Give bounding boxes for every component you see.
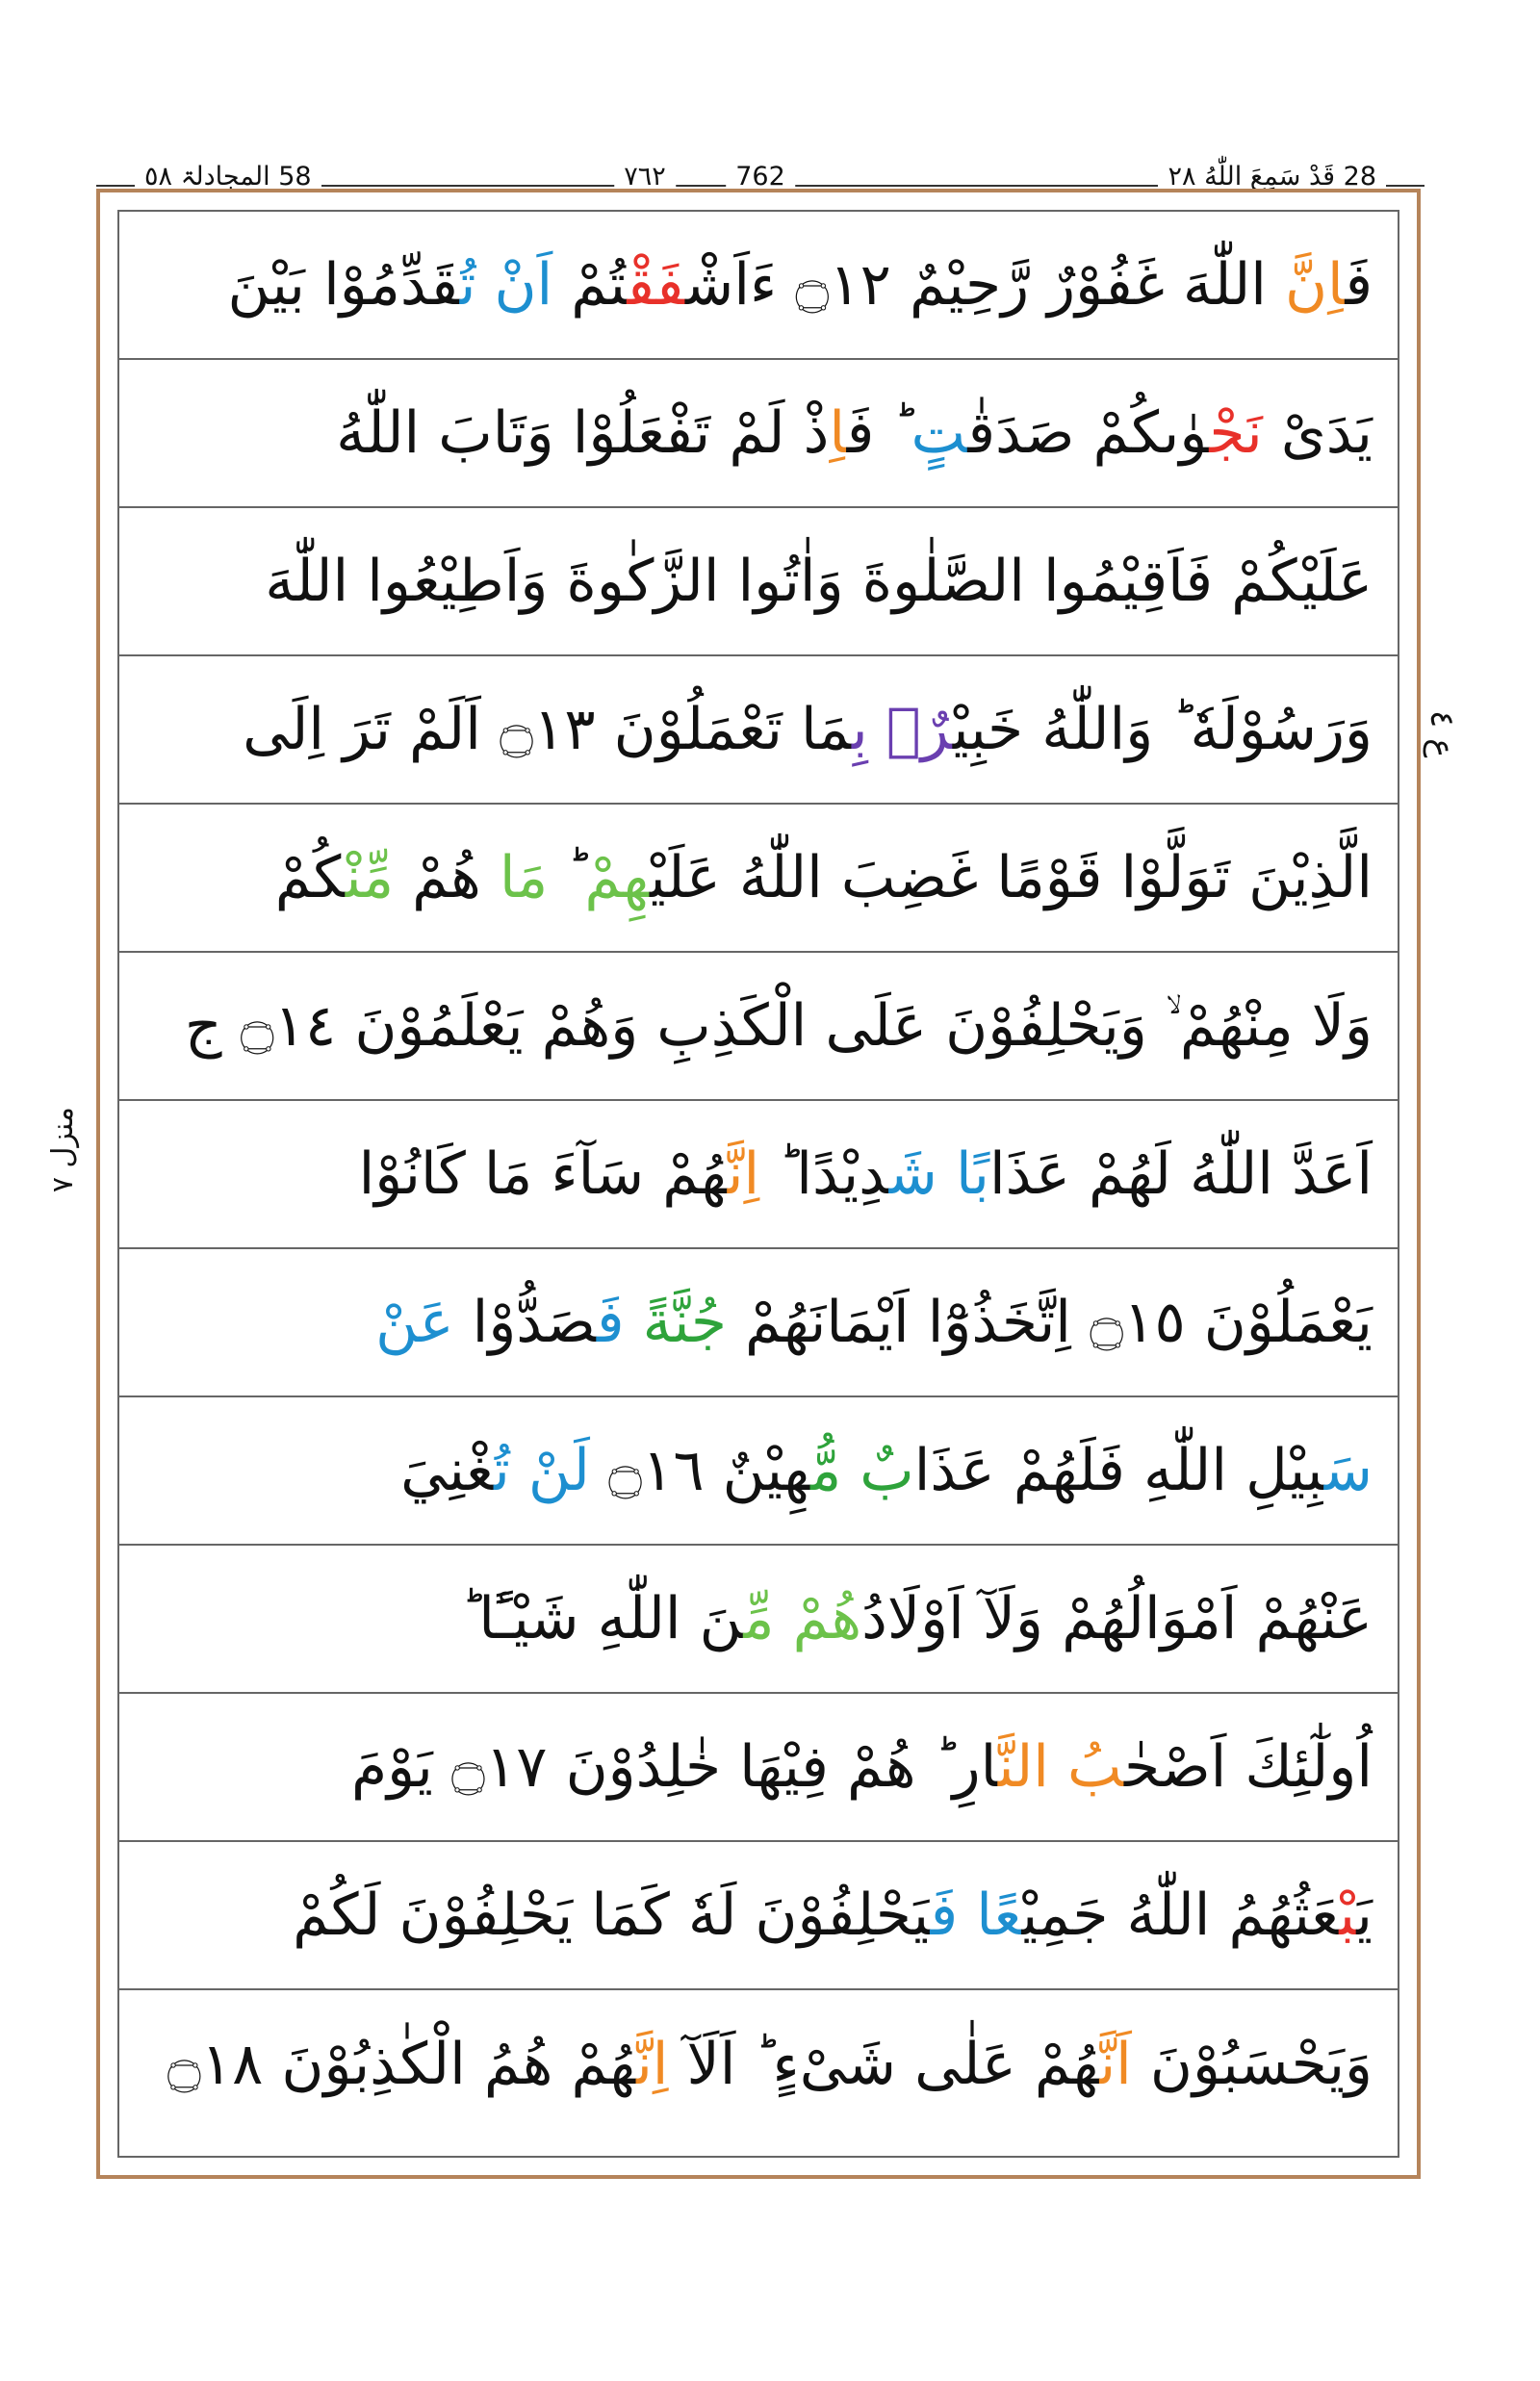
text-segment: كُمْ [274,844,346,911]
text-segment: يَحْلِفُوْنَ لَهٗ كَمَا يَحْلِفُوْنَ لَكُمْ [293,1882,931,1949]
text-segment: وَرَسُوْلَهٗ ؕ وَاللّٰهُ خَبِيْ [952,696,1373,763]
text-line [119,1249,1398,1397]
text-segment: ذْ لَمْ تَفْعَلُوْا وَتَابَ اللّٰهُ [336,399,830,467]
text-segment: دِيْدًا ؕ [759,1140,889,1208]
text-segment: هُمْ [394,844,500,911]
text-segment: عَلَيْكُمْ فَاَقِيْمُوا الصَّلٰوةَ وَاٰتُوا الزَّكٰوةَ وَاَطِيْعُوا اللّٰهَ [265,548,1373,615]
line-text [359,1140,1373,1208]
text-segment: قَدِّمُوْا بَيْنَ [227,251,460,319]
tajweed-segment: اَنْ تُ [459,251,553,319]
line-text [460,1585,1373,1652]
text-segment: ارِ ؕ هُمْ فِيْهَا خٰلِدُوْنَ ۝١٧ يَوْمَ [350,1733,998,1801]
text-segment: هِيْنٌ ۝١٦ [589,1437,811,1504]
tajweed-segment: اَنَّ [1099,2031,1132,2098]
text-segment: تُمْ [552,251,628,319]
text-segment: اَعَدَّ اللّٰهُ لَهُمْ عَذَا [989,1140,1373,1208]
tajweed-segment: بْ [1339,1882,1357,1949]
tajweed-segment: بٌ مُّ [810,1437,914,1504]
line-text [265,548,1373,615]
line-text [185,992,1373,1060]
tajweed-segment: رٌۢ [886,696,953,763]
tajweed-segment: هُمْ مِّ [743,1585,862,1652]
line-text [243,696,1373,763]
line-text [400,1437,1373,1504]
tajweed-segment: سَ [1323,1437,1373,1504]
line-text [293,1882,1373,1949]
text-segment: الَّذِيْنَ تَوَلَّوْا قَوْمًا غَضِبَ اللّٰهُ عَلَيْ [650,844,1373,911]
line-text [167,2031,1373,2098]
text-segment: اُولٰٓئِكَ اَصْحٰ [1123,1733,1373,1801]
text-line [119,953,1398,1101]
tajweed-segment: بِ [851,696,868,763]
tajweed-segment: لَنْ تُ [494,1437,590,1504]
text-line [119,1842,1398,1990]
text-segment: ؕ فَ [846,399,911,467]
text-line [119,805,1398,953]
text-segment: يَعْمَلُوْنَ ۝١٥ اِتَّخَذُوْٓا اَيْمَانَهُمْ [726,1289,1373,1356]
text-segment: اللّٰهَ غَفُوْرٌ رَّحِيْمٌ ۝١٢ ءَاَشْ [685,251,1285,319]
tajweed-segment: بًا شَ [888,1140,989,1208]
tajweed-segment: فَ [596,1289,625,1356]
tajweed-segment: اِنَّ [1284,251,1346,319]
page-number-arabic: ٧٦٢ [614,162,676,192]
text-segment: مَا تَعْمَلُوْنَ ۝١٣ اَلَمْ تَرَ اِلَى [243,696,852,763]
tajweed-segment: نَجْ [1209,399,1263,467]
tajweed-segment: هِمْ [584,844,650,911]
tajweed-segment: فَقْ [627,251,686,319]
text-line [119,1990,1398,2138]
text-line [119,656,1398,805]
text-segment: نَ اللّٰهِ شَيْـًٔا ؕ [460,1585,744,1652]
line-text [228,251,1373,319]
juz-label: 28 قَدْ سَمِعَ اللّٰهُ ٢٨ [1158,162,1386,192]
text-body [117,210,1399,2158]
line-text [375,1289,1373,1356]
text-segment: عَنْهُمْ اَمْوَالُهُمْ وَلَآ اَوْلَادُ [861,1585,1373,1652]
tajweed-segment: اِنَّ [727,1140,760,1208]
text-segment: هُمْ هُمُ الْكٰذِبُوْنَ ۝١٨ [167,2031,637,2098]
ruku-mark: ع ٤ [1423,710,1461,758]
text-line [119,1546,1398,1694]
tajweed-segment: جُنَّةً [642,1289,727,1356]
text-line [119,212,1398,360]
text-segment: بِيْلِ اللّٰهِ فَلَهُمْ عَذَا [913,1437,1324,1504]
text-line [119,1397,1398,1546]
tajweed-segment: مَا [499,844,549,911]
line-text [336,399,1373,467]
text-segment: يَ [1356,1882,1373,1949]
tajweed-segment: اِنَّ [636,2031,669,2098]
text-segment: هُمْ عَلٰى شَىْءٍ ؕ اَلَآ [668,2031,1100,2098]
text-segment: عَثُهُمُ اللّٰهُ جَمِيْ [1021,1882,1340,1949]
page-frame [96,189,1421,2179]
line-text [351,1733,1373,1801]
text-segment [625,1289,643,1356]
manzil-mark: منزل ٧ [46,1107,80,1193]
page-number: 762 [726,162,795,192]
text-segment: وَيَحْسَبُوْنَ [1131,2031,1373,2098]
text-line [119,1101,1398,1249]
surah-label: 58 المجادلۃ ٥٨ [135,162,321,192]
tajweed-segment: اِ [829,399,847,467]
tajweed-segment: عًا فَ [930,1882,1022,1949]
text-line [119,508,1398,656]
text-segment: فَ [1345,251,1373,319]
text-segment: وٰىكُمْ صَدَقٰ [967,399,1210,467]
text-line [119,1694,1398,1842]
text-segment [868,696,886,763]
line-text [275,844,1373,911]
text-segment: هُمْ سَآءَ مَا كَانُوْا [358,1140,728,1208]
tajweed-segment: بُ النَّ [997,1733,1124,1801]
text-line [119,360,1398,508]
text-segment: صَدُّوْا [453,1289,597,1356]
tajweed-segment: مِّنْ [345,844,395,911]
text-segment: ؕ [548,844,585,911]
tajweed-segment: تٍ [911,399,968,467]
text-segment: وَلَا مِنْهُمْ ۙ وَيَحْلِفُوْنَ عَلَى الْكَذِبِ وَهُمْ يَعْلَمُوْنَ ۝١٤ ج [184,992,1373,1060]
tajweed-segment: عَنْ [375,1289,454,1356]
text-segment: غْنِيَ [400,1437,495,1504]
text-segment: يَدَىْ [1262,399,1373,467]
